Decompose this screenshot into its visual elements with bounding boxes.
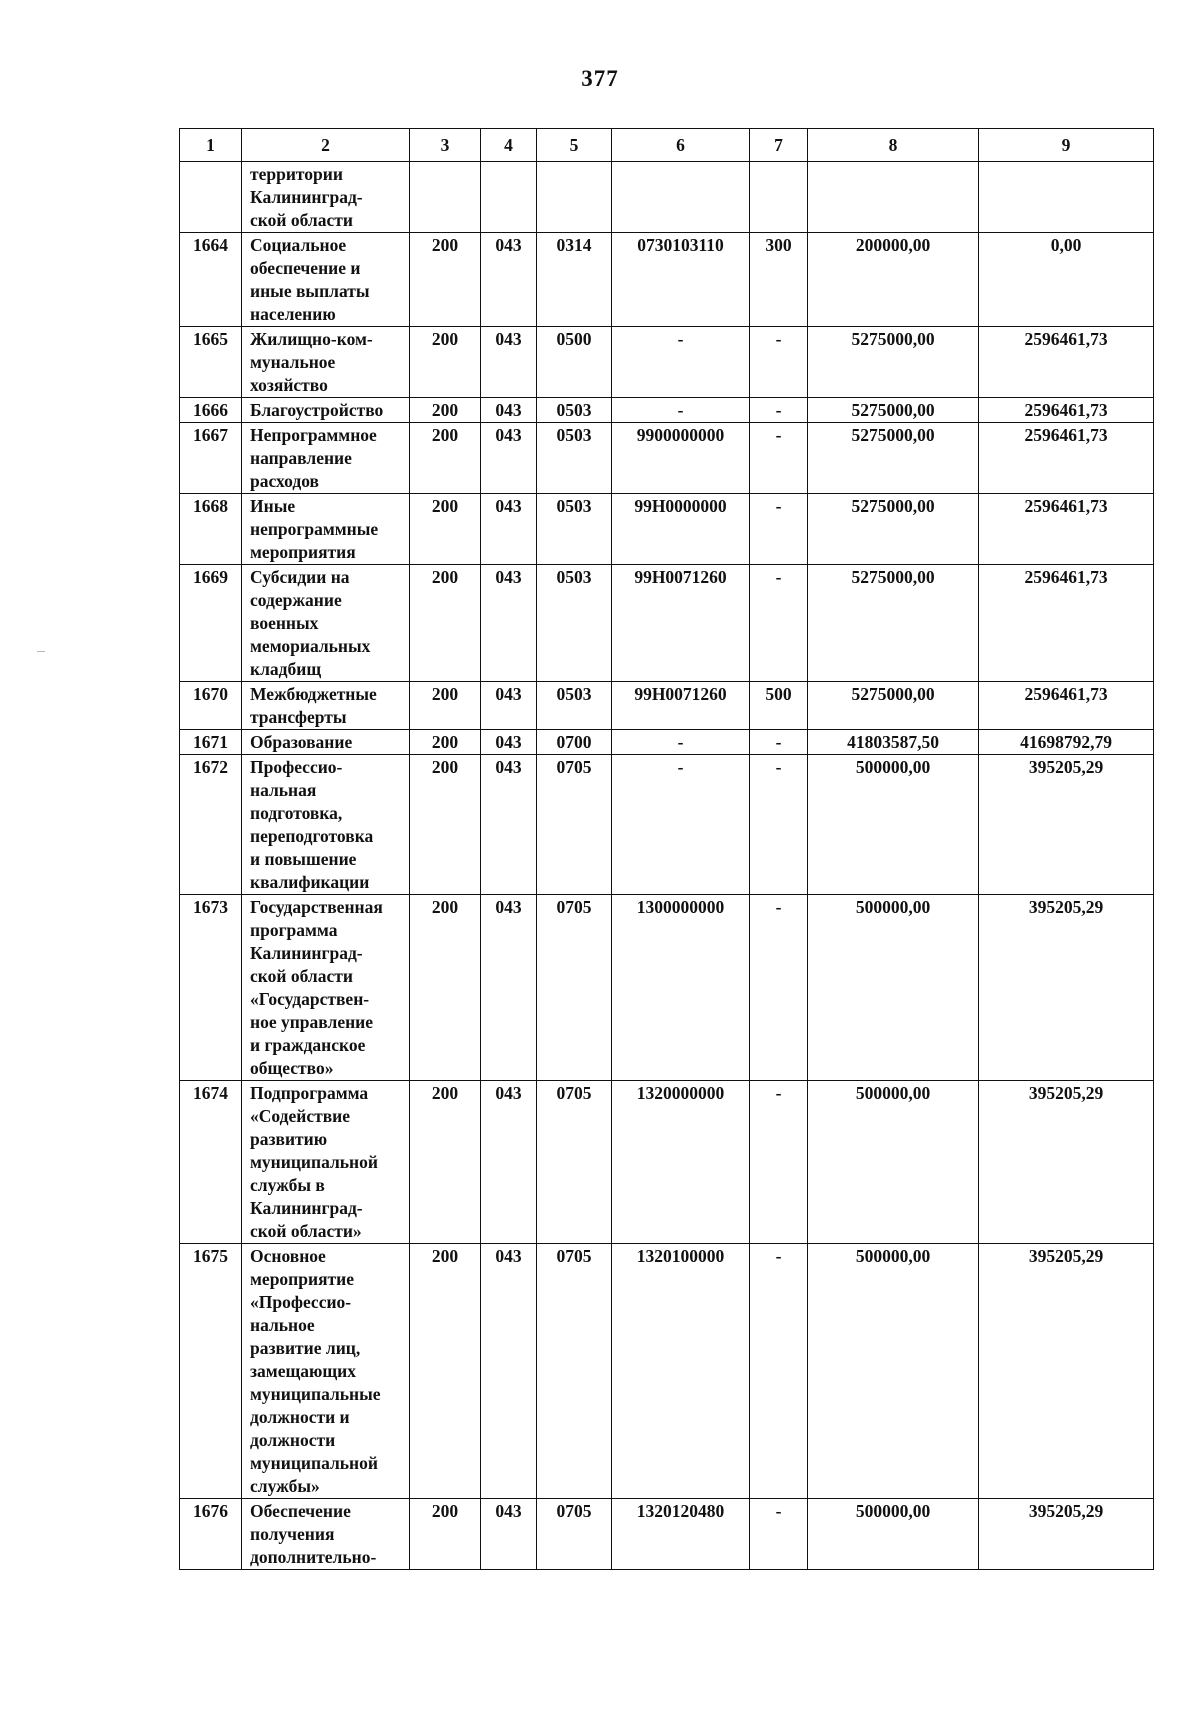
row-code-3: 200	[410, 1499, 481, 1570]
row-name: Непрограммное направление расходов	[242, 423, 410, 494]
row-amount-9: 395205,29	[979, 755, 1154, 895]
row-name: Профессио- нальная подготовка, переподготовка и повышение квалификации	[242, 755, 410, 895]
row-code-4	[481, 162, 537, 233]
row-amount-9: 2596461,73	[979, 565, 1154, 682]
row-number: 1671	[180, 730, 242, 755]
row-amount-9: 2596461,73	[979, 423, 1154, 494]
row-amount-8: 200000,00	[808, 233, 979, 327]
row-amount-8: 5275000,00	[808, 682, 979, 730]
row-name: Благоустройство	[242, 398, 410, 423]
row-name: Субсидии на содержание военных мемориальных кладбищ	[242, 565, 410, 682]
row-amount-9: 2596461,73	[979, 682, 1154, 730]
table-body	[180, 162, 1154, 1570]
col-header-1: 1	[180, 129, 242, 162]
row-code-4: 043	[481, 398, 537, 423]
row-code-5: 0503	[537, 398, 612, 423]
row-code-6: -	[612, 398, 750, 423]
table-row	[180, 755, 1154, 895]
row-code-5: 0700	[537, 730, 612, 755]
row-code-4: 043	[481, 730, 537, 755]
table-row	[180, 565, 1154, 682]
row-amount-9: 395205,29	[979, 895, 1154, 1081]
row-amount-8: 500000,00	[808, 895, 979, 1081]
row-code-5: 0500	[537, 327, 612, 398]
row-code-4: 043	[481, 1499, 537, 1570]
row-code-4: 043	[481, 233, 537, 327]
row-code-3: 200	[410, 1244, 481, 1499]
table-row	[180, 682, 1154, 730]
row-amount-9: 395205,29	[979, 1499, 1154, 1570]
row-name: Обеспечение получения дополнительно-	[242, 1499, 410, 1570]
row-code-7: -	[750, 730, 808, 755]
col-header-3: 3	[410, 129, 481, 162]
row-code-3: 200	[410, 730, 481, 755]
row-code-4: 043	[481, 682, 537, 730]
row-code-4: 043	[481, 1244, 537, 1499]
row-code-5: 0705	[537, 895, 612, 1081]
row-amount-9: 2596461,73	[979, 494, 1154, 565]
col-header-9: 9	[979, 129, 1154, 162]
row-number: 1666	[180, 398, 242, 423]
row-name: территории Калининград- ской области	[242, 162, 410, 233]
row-code-5: 0705	[537, 1081, 612, 1244]
row-code-3: 200	[410, 682, 481, 730]
row-code-6	[612, 162, 750, 233]
row-code-5	[537, 162, 612, 233]
budget-table	[179, 128, 1154, 1570]
row-amount-8: 5275000,00	[808, 494, 979, 565]
row-amount-9	[979, 162, 1154, 233]
row-code-7: 500	[750, 682, 808, 730]
row-name: Межбюджетные трансферты	[242, 682, 410, 730]
row-code-5: 0503	[537, 565, 612, 682]
table-row	[180, 162, 1154, 233]
row-code-6: 1320120480	[612, 1499, 750, 1570]
row-code-5: 0503	[537, 682, 612, 730]
row-code-6: 1300000000	[612, 895, 750, 1081]
row-code-4: 043	[481, 895, 537, 1081]
header-row	[180, 129, 1154, 162]
table-row	[180, 1244, 1154, 1499]
row-code-5: 0503	[537, 494, 612, 565]
scan-mark	[37, 651, 45, 652]
row-number: 1674	[180, 1081, 242, 1244]
row-name: Основное мероприятие «Профессио- нальное развитие лиц, замещающих муниципальные должности и должности муниципальной службы»	[242, 1244, 410, 1499]
row-amount-8: 500000,00	[808, 1081, 979, 1244]
row-number: 1675	[180, 1244, 242, 1499]
row-code-5: 0705	[537, 1499, 612, 1570]
col-header-5: 5	[537, 129, 612, 162]
row-code-4: 043	[481, 327, 537, 398]
row-code-3	[410, 162, 481, 233]
row-name: Жилищно-ком- мунальное хозяйство	[242, 327, 410, 398]
row-amount-9: 0,00	[979, 233, 1154, 327]
row-amount-8: 500000,00	[808, 1244, 979, 1499]
row-code-4: 043	[481, 494, 537, 565]
row-code-6: 99Н0071260	[612, 565, 750, 682]
row-code-7: -	[750, 755, 808, 895]
row-amount-9: 41698792,79	[979, 730, 1154, 755]
row-name: Государственная программа Калининград- ской области «Государствен- ное управление и гражданское общество»	[242, 895, 410, 1081]
row-code-5: 0705	[537, 755, 612, 895]
row-code-6: 99Н0000000	[612, 494, 750, 565]
row-code-7: 300	[750, 233, 808, 327]
row-amount-8: 5275000,00	[808, 423, 979, 494]
row-code-4: 043	[481, 1081, 537, 1244]
row-name: Иные непрограммные мероприятия	[242, 494, 410, 565]
row-code-3: 200	[410, 565, 481, 682]
row-name: Образование	[242, 730, 410, 755]
row-code-6: -	[612, 730, 750, 755]
table-row	[180, 423, 1154, 494]
table-row	[180, 233, 1154, 327]
row-amount-8: 5275000,00	[808, 398, 979, 423]
table-row	[180, 895, 1154, 1081]
table-row	[180, 1499, 1154, 1570]
row-amount-8	[808, 162, 979, 233]
col-header-4: 4	[481, 129, 537, 162]
row-amount-8: 500000,00	[808, 1499, 979, 1570]
row-code-3: 200	[410, 494, 481, 565]
row-code-3: 200	[410, 755, 481, 895]
row-code-4: 043	[481, 565, 537, 682]
row-name: Подпрограмма «Содействие развитию муниципальной службы в Калининград- ской области»	[242, 1081, 410, 1244]
row-number: 1665	[180, 327, 242, 398]
col-header-6: 6	[612, 129, 750, 162]
table-row	[180, 327, 1154, 398]
row-number: 1664	[180, 233, 242, 327]
row-number: 1672	[180, 755, 242, 895]
row-amount-9: 2596461,73	[979, 327, 1154, 398]
row-code-6: 9900000000	[612, 423, 750, 494]
row-code-7: -	[750, 1499, 808, 1570]
row-code-7: -	[750, 423, 808, 494]
row-amount-8: 5275000,00	[808, 327, 979, 398]
row-code-3: 200	[410, 895, 481, 1081]
row-code-7: -	[750, 1244, 808, 1499]
row-code-6: -	[612, 755, 750, 895]
row-code-7: -	[750, 895, 808, 1081]
row-code-7: -	[750, 1081, 808, 1244]
row-number: 1667	[180, 423, 242, 494]
row-code-3: 200	[410, 327, 481, 398]
row-code-7: -	[750, 327, 808, 398]
row-code-5: 0314	[537, 233, 612, 327]
row-code-3: 200	[410, 233, 481, 327]
row-amount-8: 5275000,00	[808, 565, 979, 682]
row-code-7	[750, 162, 808, 233]
table-row	[180, 398, 1154, 423]
row-code-7: -	[750, 398, 808, 423]
row-number: 1670	[180, 682, 242, 730]
col-header-8: 8	[808, 129, 979, 162]
page-number: 377	[581, 66, 619, 91]
row-amount-9: 2596461,73	[979, 398, 1154, 423]
row-amount-8: 41803587,50	[808, 730, 979, 755]
table-row	[180, 730, 1154, 755]
row-number: 1668	[180, 494, 242, 565]
row-code-3: 200	[410, 423, 481, 494]
row-code-4: 043	[481, 423, 537, 494]
row-code-6: 99Н0071260	[612, 682, 750, 730]
row-code-3: 200	[410, 1081, 481, 1244]
row-code-6: 1320100000	[612, 1244, 750, 1499]
row-number: 1673	[180, 895, 242, 1081]
row-code-4: 043	[481, 755, 537, 895]
col-header-7: 7	[750, 129, 808, 162]
col-header-2: 2	[242, 129, 410, 162]
row-code-5: 0705	[537, 1244, 612, 1499]
row-code-6: 1320000000	[612, 1081, 750, 1244]
row-code-6: 0730103110	[612, 233, 750, 327]
row-code-5: 0503	[537, 423, 612, 494]
row-number	[180, 162, 242, 233]
row-amount-9: 395205,29	[979, 1081, 1154, 1244]
row-name: Социальное обеспечение и иные выплаты населению	[242, 233, 410, 327]
row-amount-8: 500000,00	[808, 755, 979, 895]
row-amount-9: 395205,29	[979, 1244, 1154, 1499]
row-number: 1669	[180, 565, 242, 682]
row-number: 1676	[180, 1499, 242, 1570]
row-code-7: -	[750, 494, 808, 565]
row-code-7: -	[750, 565, 808, 682]
table-row	[180, 1081, 1154, 1244]
row-code-3: 200	[410, 398, 481, 423]
row-code-6: -	[612, 327, 750, 398]
table-row	[180, 494, 1154, 565]
